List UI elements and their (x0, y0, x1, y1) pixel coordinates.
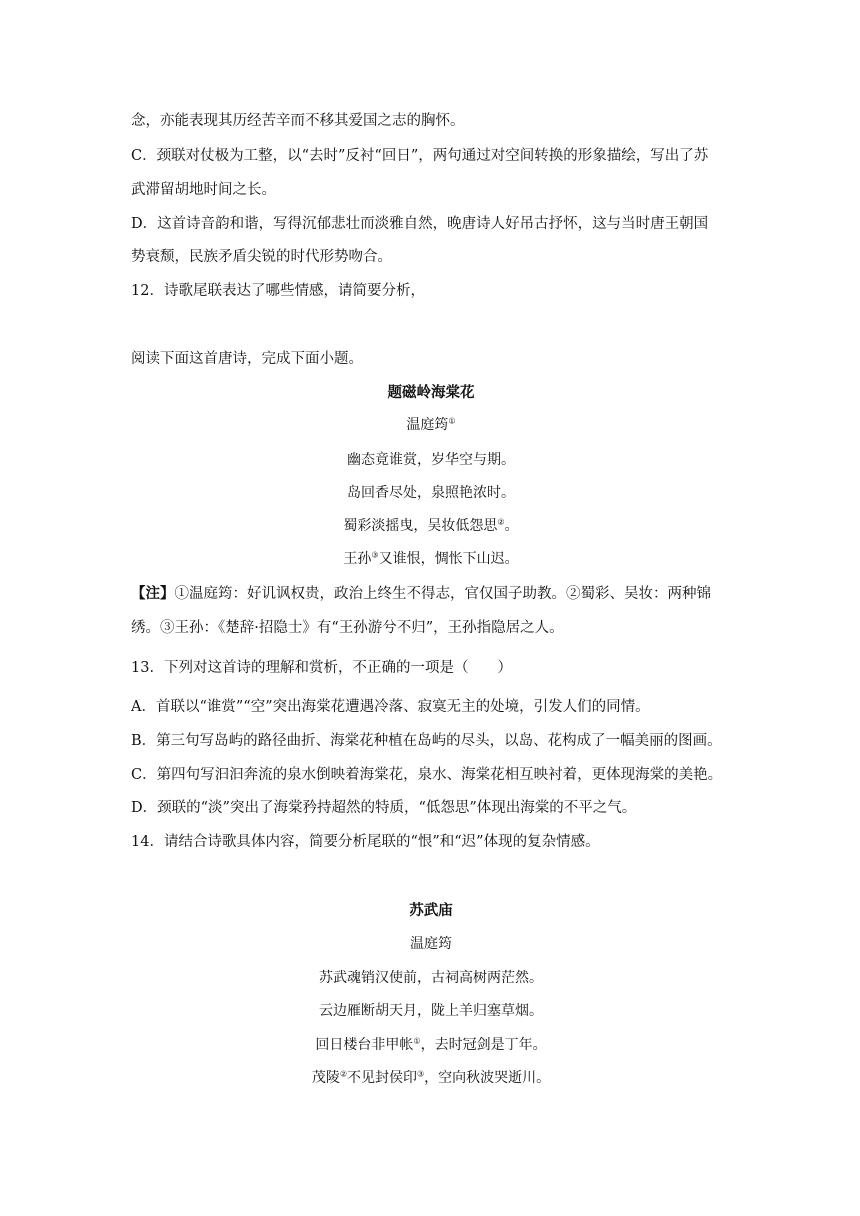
poem-line: 蜀彩淡摇曳，吴妆低怨思②。 (343, 517, 519, 534)
paragraph: 念，亦能表现其历经苦辛而不移其爱国之志的胸怀。 (131, 113, 465, 129)
note-label: 【注】 (131, 585, 175, 602)
question-13: 13．下列对这首诗的理解和赏析，不正确的一项是（ ） (131, 660, 512, 676)
poem-author: 温庭筠① (406, 416, 456, 433)
poem-line: 王孙③又谁恨，惆怅下山迟。 (343, 550, 519, 567)
poem-title: 题磁岭海棠花 (387, 384, 475, 401)
poem-author: 温庭筠 (410, 936, 452, 952)
poem-title: 苏武庙 (409, 902, 453, 919)
poem-line: 苏武魂销汉使前，古祠高树两茫然。 (319, 970, 543, 986)
poem-line: 回日楼台非甲帐①，去时冠剑是丁年。 (315, 1036, 547, 1053)
poem-line: 幽态竟谁赏，岁华空与期。 (347, 452, 515, 468)
option-c-line2: 武滞留胡地时间之长。 (131, 182, 276, 198)
option-a: A．首联以“谁赏”“空”突出海棠花遭遇冷落、寂寞无主的处境，引发人们的同情。 (131, 699, 650, 715)
annotation-line2: 绣。③王孙：《楚辞·招隐士》有“王孙游兮不归”，王孙指隐居之人。 (131, 620, 564, 636)
poem-line: 云边雁断胡天月，陇上羊归塞草烟。 (319, 1003, 543, 1019)
option-d-line1: D．这首诗音韵和谐，写得沉郁悲壮而淡雅自然，晚唐诗人好吊古抒怀，这与当时唐王朝国 (131, 216, 709, 232)
option-c: C．第四句写汩汩奔流的泉水倒映着海棠花，泉水、海棠花相互映衬着，更体现海棠的美艳。 (131, 767, 723, 783)
option-d-line2: 势衰颓，民族矛盾尖锐的时代形势吻合。 (131, 249, 392, 265)
question-12: 12．诗歌尾联表达了哪些情感，请简要分析， (131, 283, 425, 299)
reading-intro: 阅读下面这首唐诗，完成下面小题。 (131, 351, 363, 367)
poem-line: 岛回香尽处，泉照艳浓时。 (347, 485, 515, 501)
option-d: D．颈联的“淡”突出了海棠矜持超然的特质，“低怨思”体现出海棠的不平之气。 (131, 800, 637, 816)
option-c-line1: C．颈联对仗极为工整，以“去时”反衬“回日”，两句通过对空间转换的形象描绘，写出了苏 (131, 148, 709, 164)
question-14: 14．请结合诗歌具体内容，简要分析尾联的“恨”和“迟”体现的复杂情感。 (131, 834, 600, 850)
option-b: B．第三句写岛屿的路径曲折、海棠花种植在岛屿的尽头，以岛、花构成了一幅美丽的图画。 (131, 733, 722, 749)
poem-line: 茂陵②不见封侯印③，空向秋波哭逝川。 (311, 1069, 551, 1086)
annotation-line1: 【注】①温庭筠：好讥讽权贵，政治上终生不得志，官仅国子助教。②蜀彩、吴妆：两种锦 (131, 585, 711, 602)
